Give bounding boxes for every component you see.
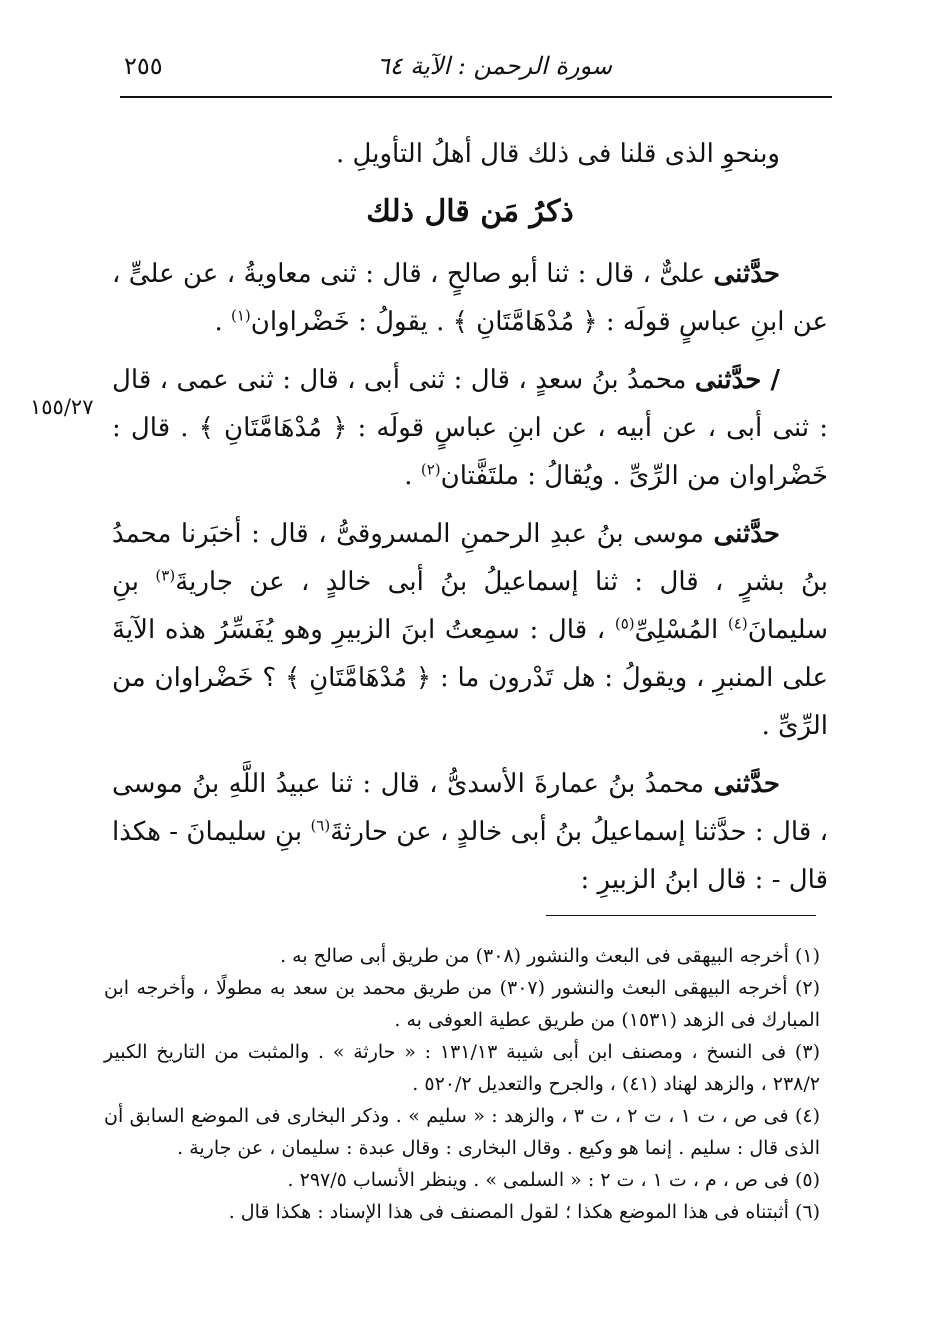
footnote-marker: (٤) xyxy=(727,614,748,633)
narration-lead: حدَّثنى xyxy=(713,519,780,549)
narration-tail: ، قال : سمِعتُ ابنَ الزبيرِ وهو يُفَسِّرُ هذه الآيةَ على المنبرِ ، ويقولُ : هل تَدْرون ما : ﴿ مُدْهَامَّتَانِ ﴾ ؟ خَضْراوان من الرِّىِّ . xyxy=(112,615,828,741)
narration-paragraph xyxy=(112,250,828,346)
footnote: (٣) فى النسخ ، ومصنف ابن أبى شيبة ١٣١/١٣ : « حارثة » . والمثبت من التاريخ الكبير ٢٣٨/٢ ، والزهد لهناد (٤١) ، والجرح والتعديل ٥٢٠/٢ . xyxy=(104,1041,820,1095)
footnote: (١) أخرجه البيهقى فى البعث والنشور (٣٠٨) من طريق أبى صالح به . xyxy=(280,945,820,967)
footnote: (٦) أثبتناه فى هذا الموضع هكذا ؛ لقول المصنف فى هذا الإسناد : هكذا قال . xyxy=(228,1201,820,1223)
running-title: سورة الرحمن : الآية ٦٤ xyxy=(376,52,612,80)
narration-text: المُسْلِىِّ xyxy=(634,615,728,645)
narration-text: موسى بنُ عبدِ الرحمنِ المسروقىُّ ، قال : أخبَرنا محمدُ بنُ بشرٍ ، قال : ثنا إسماعيلُ بنُ أبى خالدٍ ، عن جاريةَ xyxy=(112,519,828,597)
narration-text: محمدُ بنُ عمارةَ الأسدىُّ ، قال : ثنا عبيدُ اللَّهِ بنُ موسى ، قال : حدَّثنا إسماعيلُ بنُ أبى خالدٍ ، عن حارثةَ xyxy=(112,769,828,847)
footnote-marker: (٣) xyxy=(155,566,176,585)
narration-tail: بنِ سليمانَ - هكذا قال - : قال ابنُ الزبيرِ : xyxy=(112,817,828,895)
narration-paragraph xyxy=(112,760,828,904)
main-text xyxy=(112,130,828,914)
narration-paragraph xyxy=(112,356,828,500)
page-number: ٢٥٥ xyxy=(124,52,163,80)
narration-lead: / حدَّثنى xyxy=(694,365,780,395)
footnote-marker: (٢) xyxy=(420,460,441,479)
footnote-marker: (١) xyxy=(230,306,251,325)
narration-lead: حدَّثنى xyxy=(713,769,780,799)
narration-text: علىٌّ ، قال : ثنا أبو صالحٍ ، قال : ثنى معاويةُ ، عن علىٍّ ، عن ابنِ عباسٍ قولَه : ﴿ مُدْهَامَّتَانِ ﴾ . يقولُ : خَضْراوان xyxy=(112,259,828,337)
footnotes xyxy=(104,940,820,1228)
narration-tail: . xyxy=(404,461,421,491)
footnote: (٥) فى ص ، م ، ت ١ ، ت ٢ : « السلمى » . وينظر الأنساب ٢٩٧/٥ . xyxy=(287,1169,820,1191)
footnote-divider xyxy=(546,915,816,916)
section-heading: ذكرُ مَن قال ذلك xyxy=(366,194,574,229)
narration-lead: حدَّثنى xyxy=(713,259,780,289)
narration-text: بنِ سليمانَ xyxy=(112,567,828,645)
page-header xyxy=(120,40,832,98)
footnote-marker: (٥) xyxy=(614,614,635,633)
footnote-marker: (٦) xyxy=(310,816,331,835)
narration-tail: . xyxy=(214,307,231,337)
footnote: (٢) أخرجه البيهقى البعث والنشور (٣٠٧) من طريق محمد بن سعد به مطولًا ، وأخرجه ابن المبارك فى الزهد (١٥٣١) من طريق عطية العوفى به . xyxy=(104,977,820,1031)
footnote: (٤) فى ص ، ت ١ ، ت ٢ ، ت ٣ ، والزهد : « سليم » . وذكر البخارى فى الموضع السابق أن الذى قال : سليم . إنما هو وكيع . وقال البخارى : وقال عبدة : سليمان ، عن جارية . xyxy=(104,1105,820,1159)
narration-text: محمدُ بنُ سعدٍ ، قال : ثنى أبى ، قال : ثنى عمى ، قال : ثنى أبى ، عن أبيه ، عن ابنِ عباسٍ قولَه : ﴿ مُدْهَامَّتَانِ ﴾ . قال : خَضْراوان من الرِّىِّ . ويُقالُ : ملتَفَّتان xyxy=(112,365,828,491)
narration-paragraph xyxy=(112,510,828,750)
margin-reference: ١٥٥/٢٧ xyxy=(30,395,94,419)
intro-paragraph: وبنحوِ الذى قلنا فى ذلك قال أهلُ التأويلِ . xyxy=(336,139,780,169)
